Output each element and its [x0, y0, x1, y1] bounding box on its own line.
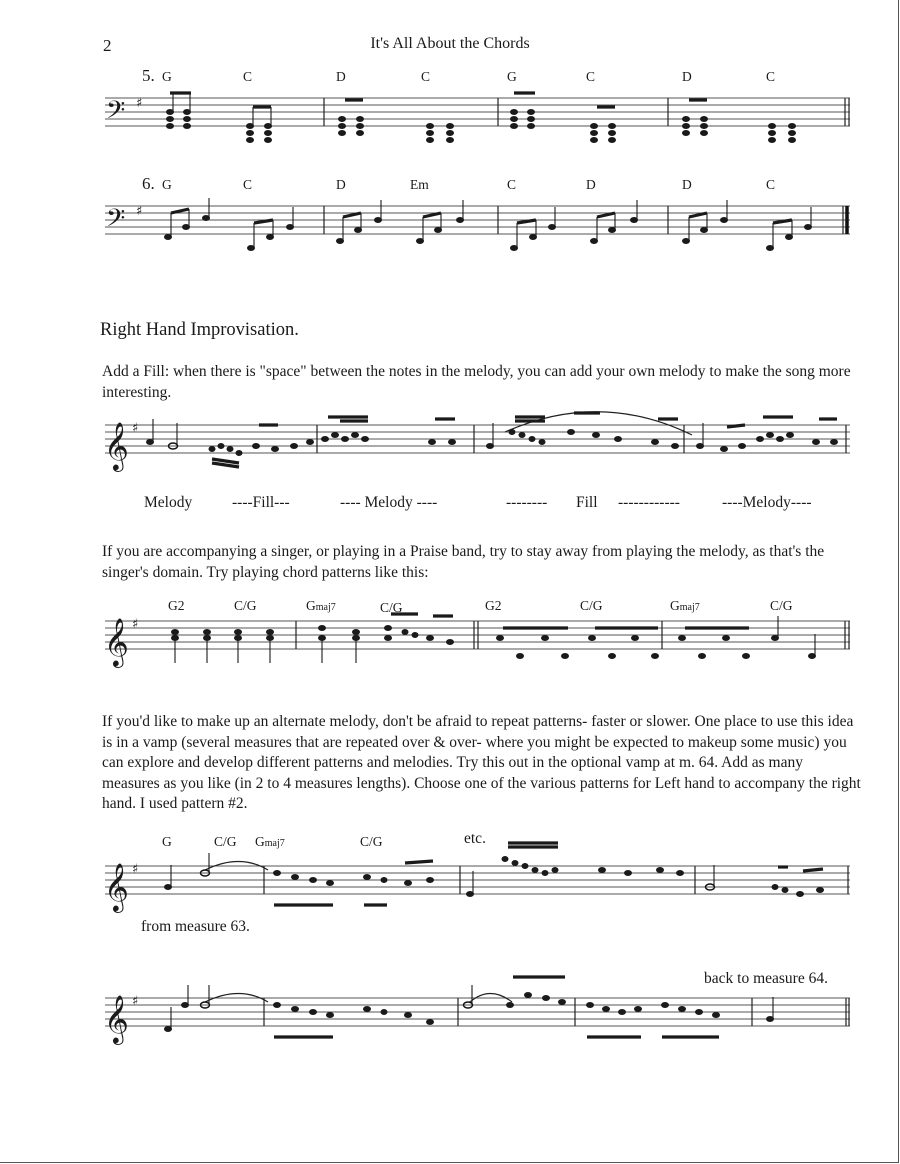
staff-example-5 [0, 85, 900, 165]
alternate-melody-paragraph: If you'd like to make up an alternate melody, don't be afraid to repeat patterns- faster or slower. One place to use this idea is in a vamp (several measures that are repeated over & over- where you might be expected to makeup some music) you can explore and develop different patterns and melodies. Try this out in the optional vamp at m. 64. Add as many measures as you like (in 2 to 4 measures lengths). Choose one of the various patterns for Left hand to accompany the right hand. I used pattern #2. [102, 713, 861, 812]
treble-clef-icon: 𝄞 [104, 617, 129, 666]
bass-clef-icon: 𝄢 [106, 96, 126, 131]
treble-clef-icon: 𝄞 [104, 421, 129, 470]
staff-example-6 [0, 193, 900, 273]
etc-label: etc. [464, 830, 486, 847]
fill-label: Melody [144, 494, 193, 511]
chord-symbol: G [162, 177, 172, 192]
section-heading: Right Hand Improvisation. [100, 320, 299, 340]
treble-clef-icon: 𝄞 [104, 862, 129, 911]
fill-label: ----Melody---- [722, 494, 812, 511]
fill-label: ----Fill--- [232, 494, 290, 511]
staff-vamp-2 [0, 985, 900, 1065]
chord-symbol: C [243, 69, 253, 84]
chord-symbol: C/G [770, 598, 793, 613]
staff-lines [105, 98, 850, 126]
staff-chord-patterns [0, 608, 900, 678]
example-6-number: 6. [142, 174, 155, 193]
chord-symbol: Gmaj7 [255, 834, 285, 849]
fill-intro-paragraph: Add a Fill: when there is "space" between the notes in the melody, you can add your own melody to make the song more interesting. [102, 363, 851, 401]
chord-symbol: Gmaj7 [306, 598, 336, 613]
chord-symbol: Gmaj7 [670, 598, 700, 613]
chord-symbol: D [682, 177, 692, 192]
running-title: It's All About the Chords [370, 35, 530, 52]
chord-symbol: C [507, 177, 517, 192]
svg-text:♯: ♯ [132, 617, 139, 632]
chord-symbol: C/G [234, 598, 257, 613]
example-5-number: 5. [142, 66, 155, 85]
bass-clef-icon: 𝄢 [106, 204, 126, 239]
chord-symbol: G [162, 834, 172, 849]
page-number: 2 [103, 36, 112, 55]
back-to-measure-label: back to measure 64. [704, 970, 828, 987]
chord-symbol: C [586, 69, 596, 84]
chord-symbol: C/G [214, 834, 237, 849]
chord-symbol: D [586, 177, 596, 192]
chord-symbol: C [766, 69, 776, 84]
fill-label: ---- Melody ---- [340, 494, 438, 511]
fill-label: Fill [576, 494, 598, 511]
chord-symbol: G [162, 69, 172, 84]
fill-label: ------------ [618, 494, 680, 511]
chord-symbol: C/G [580, 598, 603, 613]
chord-symbol: D [682, 69, 692, 84]
accompany-paragraph: If you are accompanying a singer, or playing in a Praise band, try to stay away from playing the melody, as that's the singer's domain. Try playing chord patterns like this: [102, 543, 825, 581]
from-measure-label: from measure 63. [141, 918, 250, 935]
svg-text:♯: ♯ [132, 994, 139, 1009]
chord-symbol: C/G [380, 600, 403, 615]
chord-symbol: Em [410, 177, 429, 192]
svg-text:♯: ♯ [132, 862, 139, 877]
staff-vamp-1 [0, 853, 900, 933]
treble-clef-icon: 𝄞 [104, 994, 129, 1043]
svg-text:♯: ♯ [136, 96, 143, 111]
chord-symbol: C [766, 177, 776, 192]
fill-label: -------- [506, 494, 548, 511]
chord-symbol: D [336, 177, 346, 192]
chord-symbol: C [243, 177, 253, 192]
chord-symbol: D [336, 69, 346, 84]
chord-symbol: G [507, 69, 517, 84]
chord-symbol: G2 [168, 598, 185, 613]
chord-symbol: C/G [360, 834, 383, 849]
staff-fill-example [0, 405, 900, 495]
svg-text:♯: ♯ [136, 204, 143, 219]
chord-symbol: C [421, 69, 431, 84]
notes-example-5 [166, 93, 796, 143]
svg-text:♯: ♯ [132, 421, 139, 436]
chord-symbol: G2 [485, 598, 502, 613]
